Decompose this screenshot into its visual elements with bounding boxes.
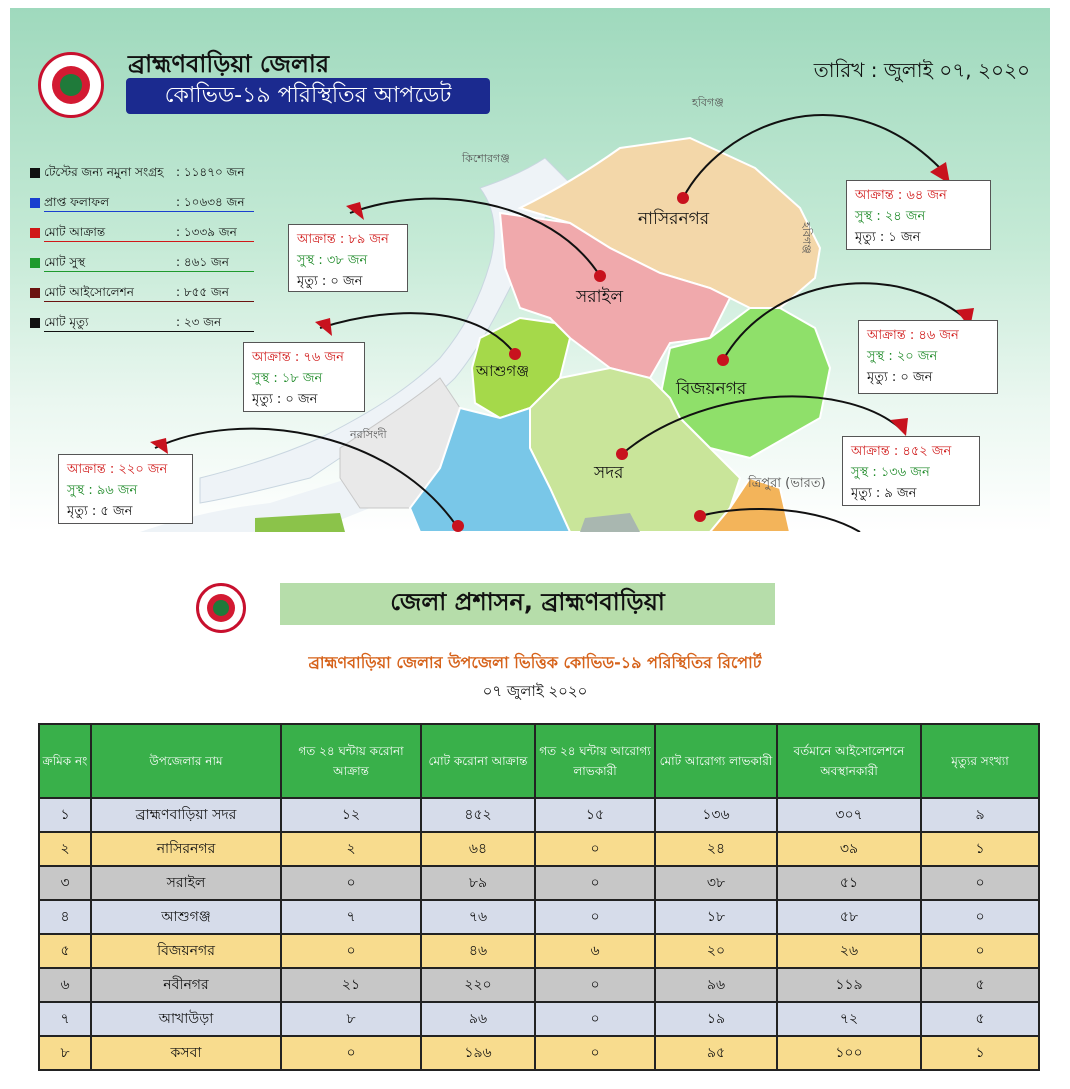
dot-akhaura bbox=[694, 510, 706, 522]
legend-label: মোট আক্রান্ত bbox=[44, 225, 106, 239]
legend-swatch bbox=[30, 258, 40, 268]
col-upazila: উপজেলার নাম bbox=[91, 724, 281, 798]
report-title: ব্রাহ্মণবাড়িয়া জেলার উপজেলা ভিত্তিক কোভিড-১৯ পরিস্থিতির রিপোর্ট bbox=[308, 653, 762, 672]
legend-row bbox=[30, 254, 270, 274]
table-cell: ০ bbox=[281, 1036, 421, 1070]
callout-deaths: মৃত্যু : ৯ জন bbox=[851, 486, 917, 501]
callout-recovered: সুস্থ : ১৩৬ জন bbox=[851, 465, 930, 480]
table-cell: ৫ bbox=[39, 934, 91, 968]
table-cell: ১৯ bbox=[655, 1002, 777, 1036]
table-cell: ব্রাহ্মণবাড়িয়া সদর bbox=[91, 798, 281, 832]
place-habiganj: হবিগঞ্জ bbox=[692, 96, 724, 109]
callout-affected: আক্রান্ত : ৪৫২ জন bbox=[851, 444, 952, 459]
legend-value: : ২৩ জন bbox=[176, 315, 222, 329]
legend-swatch bbox=[30, 198, 40, 208]
table-cell: ২ bbox=[39, 832, 91, 866]
table-cell: আখাউড়া bbox=[91, 1002, 281, 1036]
table-cell: ৭২ bbox=[777, 1002, 921, 1036]
table-header-row bbox=[39, 724, 1039, 798]
table-cell: ৫ bbox=[921, 968, 1039, 1002]
place-nasirnagar: নাসিরনগর bbox=[638, 209, 710, 229]
legend-label: মোট মৃত্যু bbox=[44, 315, 89, 329]
table-cell: ১০০ bbox=[777, 1036, 921, 1070]
table-cell: ৪৫২ bbox=[421, 798, 535, 832]
col-isolation: বর্তমানে আইসোলেশনে অবস্থানকারী bbox=[777, 724, 921, 798]
dot-nasirnagar bbox=[677, 192, 689, 204]
legend-swatch bbox=[30, 168, 40, 178]
place-tripura: ত্রিপুরা (ভারত) bbox=[748, 476, 826, 491]
table-cell: ১ bbox=[921, 1036, 1039, 1070]
infographic-date: তারিখ : জুলাই ০৭, ২০২০ bbox=[813, 58, 1030, 82]
callout-affected: আক্রান্ত : ৭৬ জন bbox=[252, 350, 344, 365]
table-cell: ১১৯ bbox=[777, 968, 921, 1002]
legend-value: : ৪৬১ জন bbox=[176, 255, 229, 269]
legend-row bbox=[30, 284, 270, 304]
table-cell: ০ bbox=[535, 1036, 655, 1070]
table-row bbox=[39, 968, 1039, 1002]
callout-sadar bbox=[842, 436, 980, 506]
legend-value: : ৮৫৫ জন bbox=[176, 285, 229, 299]
callout-nasirnagar bbox=[846, 180, 991, 250]
table-cell: ০ bbox=[535, 832, 655, 866]
table-cell: ১৯৬ bbox=[421, 1036, 535, 1070]
col-new-cases: গত ২৪ ঘন্টায় করোনা আক্রান্ত bbox=[281, 724, 421, 798]
legend-row bbox=[30, 224, 270, 244]
legend-label: টেস্টের জন্য নমুনা সংগ্রহ bbox=[44, 165, 164, 179]
table-cell: ২৪ bbox=[655, 832, 777, 866]
table-cell: ৭ bbox=[281, 900, 421, 934]
infographic-title: ব্রাহ্মণবাড়িয়া জেলার bbox=[128, 50, 330, 78]
table-cell: ০ bbox=[921, 934, 1039, 968]
table-cell: ১ bbox=[921, 832, 1039, 866]
callout-deaths: মৃত্যু : ৫ জন bbox=[67, 504, 133, 519]
table-row bbox=[39, 1036, 1039, 1070]
arrow-sadar bbox=[890, 418, 908, 436]
callout-affected: আক্রান্ত : ৬৪ জন bbox=[855, 188, 947, 203]
callout-affected: আক্রান্ত : ৪৬ জন bbox=[867, 328, 959, 343]
table-cell: ৮৯ bbox=[421, 866, 535, 900]
table-cell: ০ bbox=[535, 866, 655, 900]
dot-sarail bbox=[594, 270, 606, 282]
table-row bbox=[39, 900, 1039, 934]
callout-recovered: সুস্থ : ৯৬ জন bbox=[67, 483, 138, 498]
legend-value: : ১০৬৩৪ জন bbox=[176, 195, 245, 209]
table-cell: ৩০৭ bbox=[777, 798, 921, 832]
table-cell: ১ bbox=[39, 798, 91, 832]
callout-recovered: সুস্থ : ৩৮ জন bbox=[297, 253, 368, 268]
legend-value: : ১১৪৭০ জন bbox=[176, 165, 245, 179]
callout-affected: আক্রান্ত : ৮৯ জন bbox=[297, 232, 389, 247]
place-ashuganj: আশুগঞ্জ bbox=[476, 362, 530, 380]
table-cell: ৭ bbox=[39, 1002, 91, 1036]
legend-row bbox=[30, 314, 270, 334]
table-cell: ২৬ bbox=[777, 934, 921, 968]
callout-recovered: সুস্থ : ১৮ জন bbox=[252, 371, 323, 386]
table-cell: ০ bbox=[535, 968, 655, 1002]
table-row bbox=[39, 866, 1039, 900]
table-cell: ৩৮ bbox=[655, 866, 777, 900]
table-cell: ১৫ bbox=[535, 798, 655, 832]
place-habiganj-side: হবিগঞ্জ bbox=[800, 222, 813, 254]
table-row bbox=[39, 1002, 1039, 1036]
table-cell: ২২০ bbox=[421, 968, 535, 1002]
table-cell: ৫৮ bbox=[777, 900, 921, 934]
table-cell: ৬৪ bbox=[421, 832, 535, 866]
table-cell: সরাইল bbox=[91, 866, 281, 900]
table-cell: ৬ bbox=[39, 968, 91, 1002]
table-cell: ৯ bbox=[921, 798, 1039, 832]
arrow-nabinagar bbox=[150, 438, 168, 454]
table-cell: ৮ bbox=[39, 1036, 91, 1070]
arrow-ashuganj bbox=[315, 318, 332, 336]
table-cell: ১৮ bbox=[655, 900, 777, 934]
callout-deaths: মৃত্যু : ০ জন bbox=[252, 392, 318, 407]
government-seal bbox=[38, 52, 104, 118]
table-cell: ২০ bbox=[655, 934, 777, 968]
table-cell: ৯৬ bbox=[421, 1002, 535, 1036]
covid-infographic bbox=[10, 8, 1050, 532]
table-row bbox=[39, 832, 1039, 866]
place-narsingdi: নরসিংদী bbox=[350, 428, 387, 441]
table-cell: ০ bbox=[281, 934, 421, 968]
table-cell: ৯৫ bbox=[655, 1036, 777, 1070]
col-deaths: মৃত্যুর সংখ্যা bbox=[921, 724, 1039, 798]
callout-sarail bbox=[288, 224, 408, 292]
dot-bijoynagar bbox=[717, 354, 729, 366]
legend-swatch bbox=[30, 318, 40, 328]
table-cell: ২১ bbox=[281, 968, 421, 1002]
upazila-report-table bbox=[38, 723, 1040, 1071]
legend-swatch bbox=[30, 228, 40, 238]
col-total-cases: মোট করোনা আক্রান্ত bbox=[421, 724, 535, 798]
table-cell: নবীনগর bbox=[91, 968, 281, 1002]
table-cell: ৬ bbox=[535, 934, 655, 968]
place-sadar: সদর bbox=[594, 463, 624, 483]
table-cell: ৫ bbox=[921, 1002, 1039, 1036]
table-cell: ৭৬ bbox=[421, 900, 535, 934]
infographic-subtitle: কোভিড-১৯ পরিস্থিতির আপডেট bbox=[126, 78, 490, 114]
place-bijoynagar: বিজয়নগর bbox=[676, 379, 747, 399]
table-row bbox=[39, 798, 1039, 832]
table-cell: ০ bbox=[921, 866, 1039, 900]
dot-ashuganj bbox=[509, 348, 521, 360]
callout-recovered: সুস্থ : ২৪ জন bbox=[855, 209, 926, 224]
table-cell: ৪ bbox=[39, 900, 91, 934]
legend-label: প্রাপ্ত ফলাফল bbox=[44, 195, 110, 209]
table-cell: ৪৬ bbox=[421, 934, 535, 968]
callout-recovered: সুস্থ : ২০ জন bbox=[867, 349, 938, 364]
table-cell: আশুগঞ্জ bbox=[91, 900, 281, 934]
legend-label: মোট সুস্থ bbox=[44, 255, 86, 269]
office-title: জেলা প্রশাসন, ব্রাহ্মণবাড়িয়া bbox=[280, 583, 775, 625]
table-cell: ৮ bbox=[281, 1002, 421, 1036]
dot-sadar bbox=[616, 448, 628, 460]
legend-swatch bbox=[30, 288, 40, 298]
callout-deaths: মৃত্যু : ০ জন bbox=[297, 274, 363, 289]
table-cell: কসবা bbox=[91, 1036, 281, 1070]
table-cell: ৯৬ bbox=[655, 968, 777, 1002]
callout-nabinagar bbox=[58, 454, 193, 524]
table-cell: ৩৯ bbox=[777, 832, 921, 866]
table-row bbox=[39, 934, 1039, 968]
table-cell: ৩ bbox=[39, 866, 91, 900]
legend-row bbox=[30, 164, 270, 184]
dot-nabinagar bbox=[452, 520, 464, 532]
col-serial: ক্রমিক নং bbox=[39, 724, 91, 798]
place-kishoreganj: কিশোরগঞ্জ bbox=[462, 152, 510, 165]
table-cell: ১২ bbox=[281, 798, 421, 832]
table-cell: বিজয়নগর bbox=[91, 934, 281, 968]
table-cell: ০ bbox=[535, 1002, 655, 1036]
callout-deaths: মৃত্যু : ১ জন bbox=[855, 230, 921, 245]
place-sarail: সরাইল bbox=[576, 287, 624, 307]
col-new-recovered: গত ২৪ ঘন্টায় আরোগ্য লাভকারী bbox=[535, 724, 655, 798]
table-cell: ০ bbox=[281, 866, 421, 900]
table-cell: ১৩৬ bbox=[655, 798, 777, 832]
table-cell: ০ bbox=[535, 900, 655, 934]
table-cell: ০ bbox=[921, 900, 1039, 934]
legend-label: মোট আইসোলেশন bbox=[44, 285, 134, 299]
col-total-recovered: মোট আরোগ্য লাভকারী bbox=[655, 724, 777, 798]
table-cell: ৫১ bbox=[777, 866, 921, 900]
callout-deaths: মৃত্যু : ০ জন bbox=[867, 370, 933, 385]
callout-bijoynagar bbox=[858, 320, 998, 394]
legend-row bbox=[30, 194, 270, 214]
callout-affected: আক্রান্ত : ২২০ জন bbox=[67, 462, 168, 477]
legend-value: : ১৩৩৯ জন bbox=[176, 225, 237, 239]
table-cell: নাসিরনগর bbox=[91, 832, 281, 866]
government-seal bbox=[196, 583, 246, 633]
callout-ashuganj bbox=[243, 342, 365, 412]
arrow-sarail bbox=[346, 202, 364, 220]
report-date: ০৭ জুলাই ২০২০ bbox=[482, 682, 588, 700]
table-cell: ২ bbox=[281, 832, 421, 866]
